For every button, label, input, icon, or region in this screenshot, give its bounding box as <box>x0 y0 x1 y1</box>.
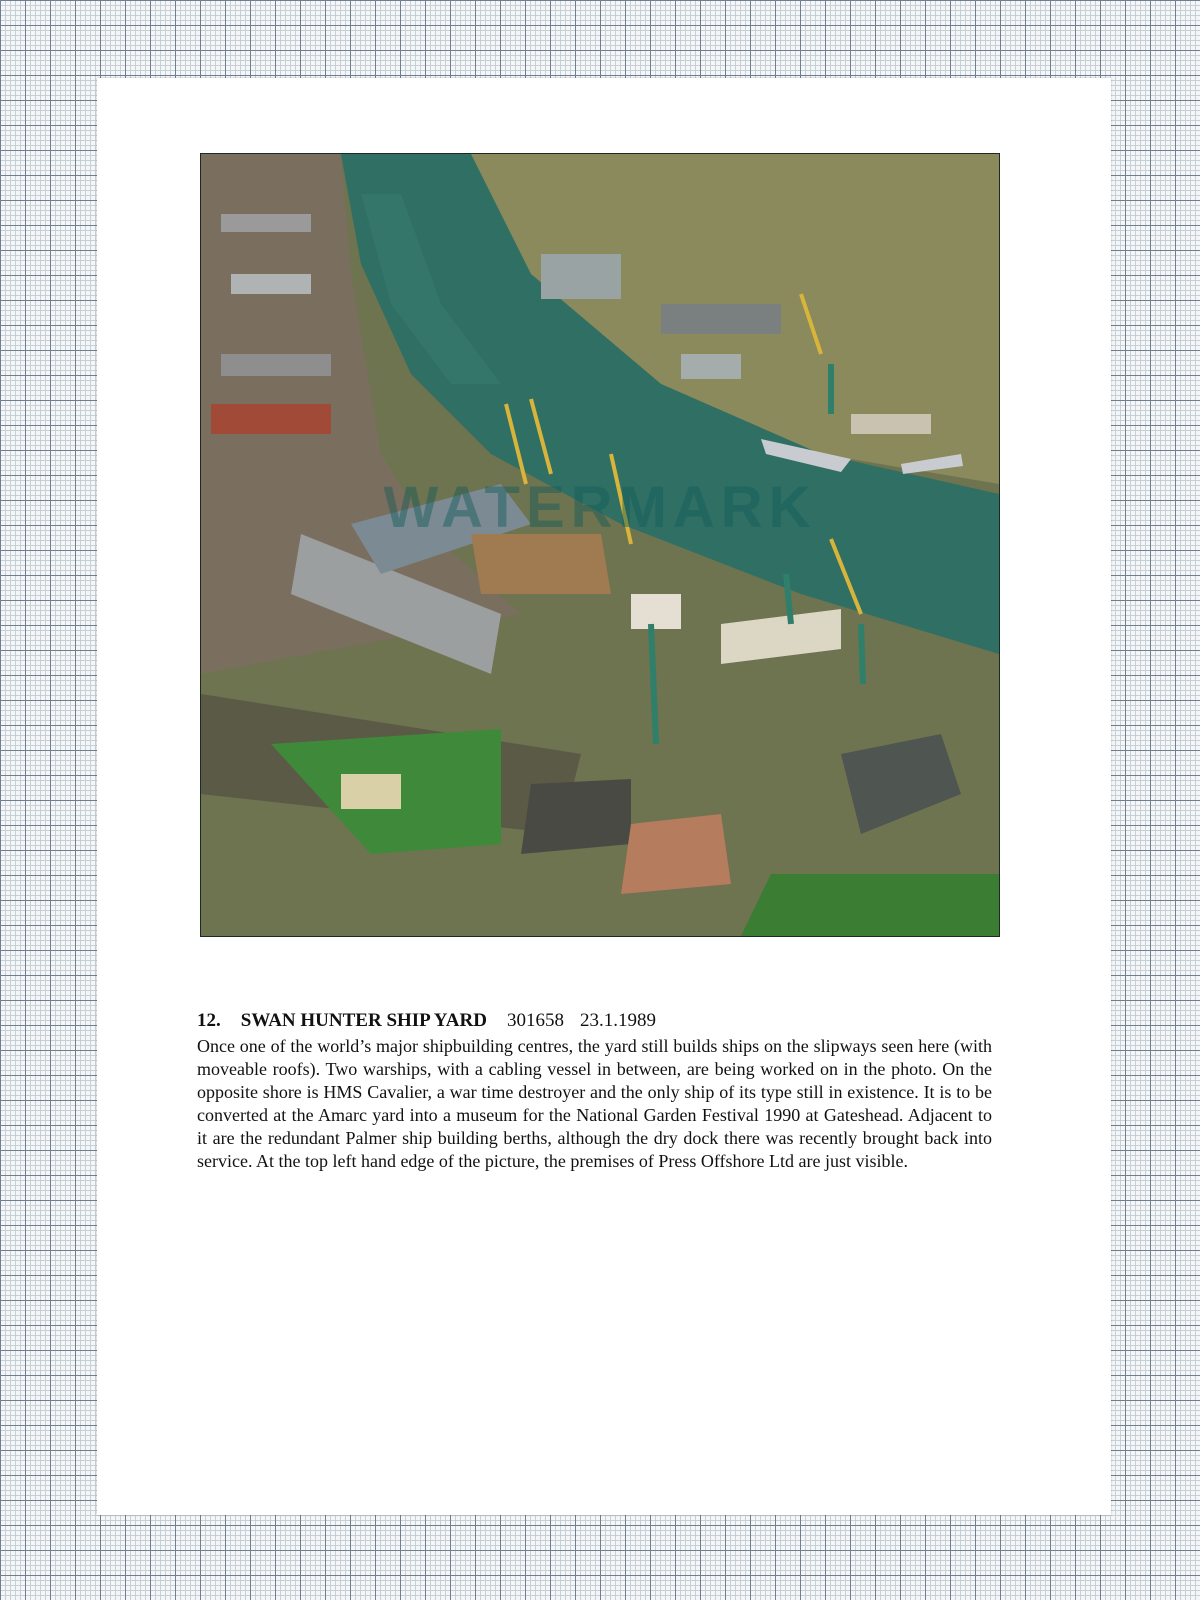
caption-body: Once one of the world’s major shipbuilding centres, the yard still builds ships on the slipways seen here (with moveable roofs). Two warships, with a cabling vessel in between, are being worked on in the photo. On the opposite shore is HMS Cavalier, a war time destroyer and the only ship of its type still in existence. It is to be converted at the Amarc yard into a museum for the National Garden Festival 1990 at Gateshead. Adjacent to it are the redundant Palmer ship building berths, although the dry dock there was recently brought back into service. At the top left hand edge of the picture, the premises of Press Offshore Ltd are just visible. <box>197 1036 992 1171</box>
watermark-text: WATERMARK <box>383 475 817 540</box>
caption-number: 12. <box>197 1010 221 1031</box>
aerial-photo-illustration <box>201 154 999 936</box>
page-sheet <box>97 78 1111 1515</box>
caption-title: SWAN HUNTER SHIP YARD <box>240 1010 487 1031</box>
caption-reference: 301658 <box>506 1010 564 1031</box>
caption-date: 23.1.1989 <box>579 1010 656 1031</box>
caption-heading <box>197 1010 992 1032</box>
photo-caption <box>197 1010 992 1173</box>
aerial-photo-shipyard <box>200 153 1000 937</box>
